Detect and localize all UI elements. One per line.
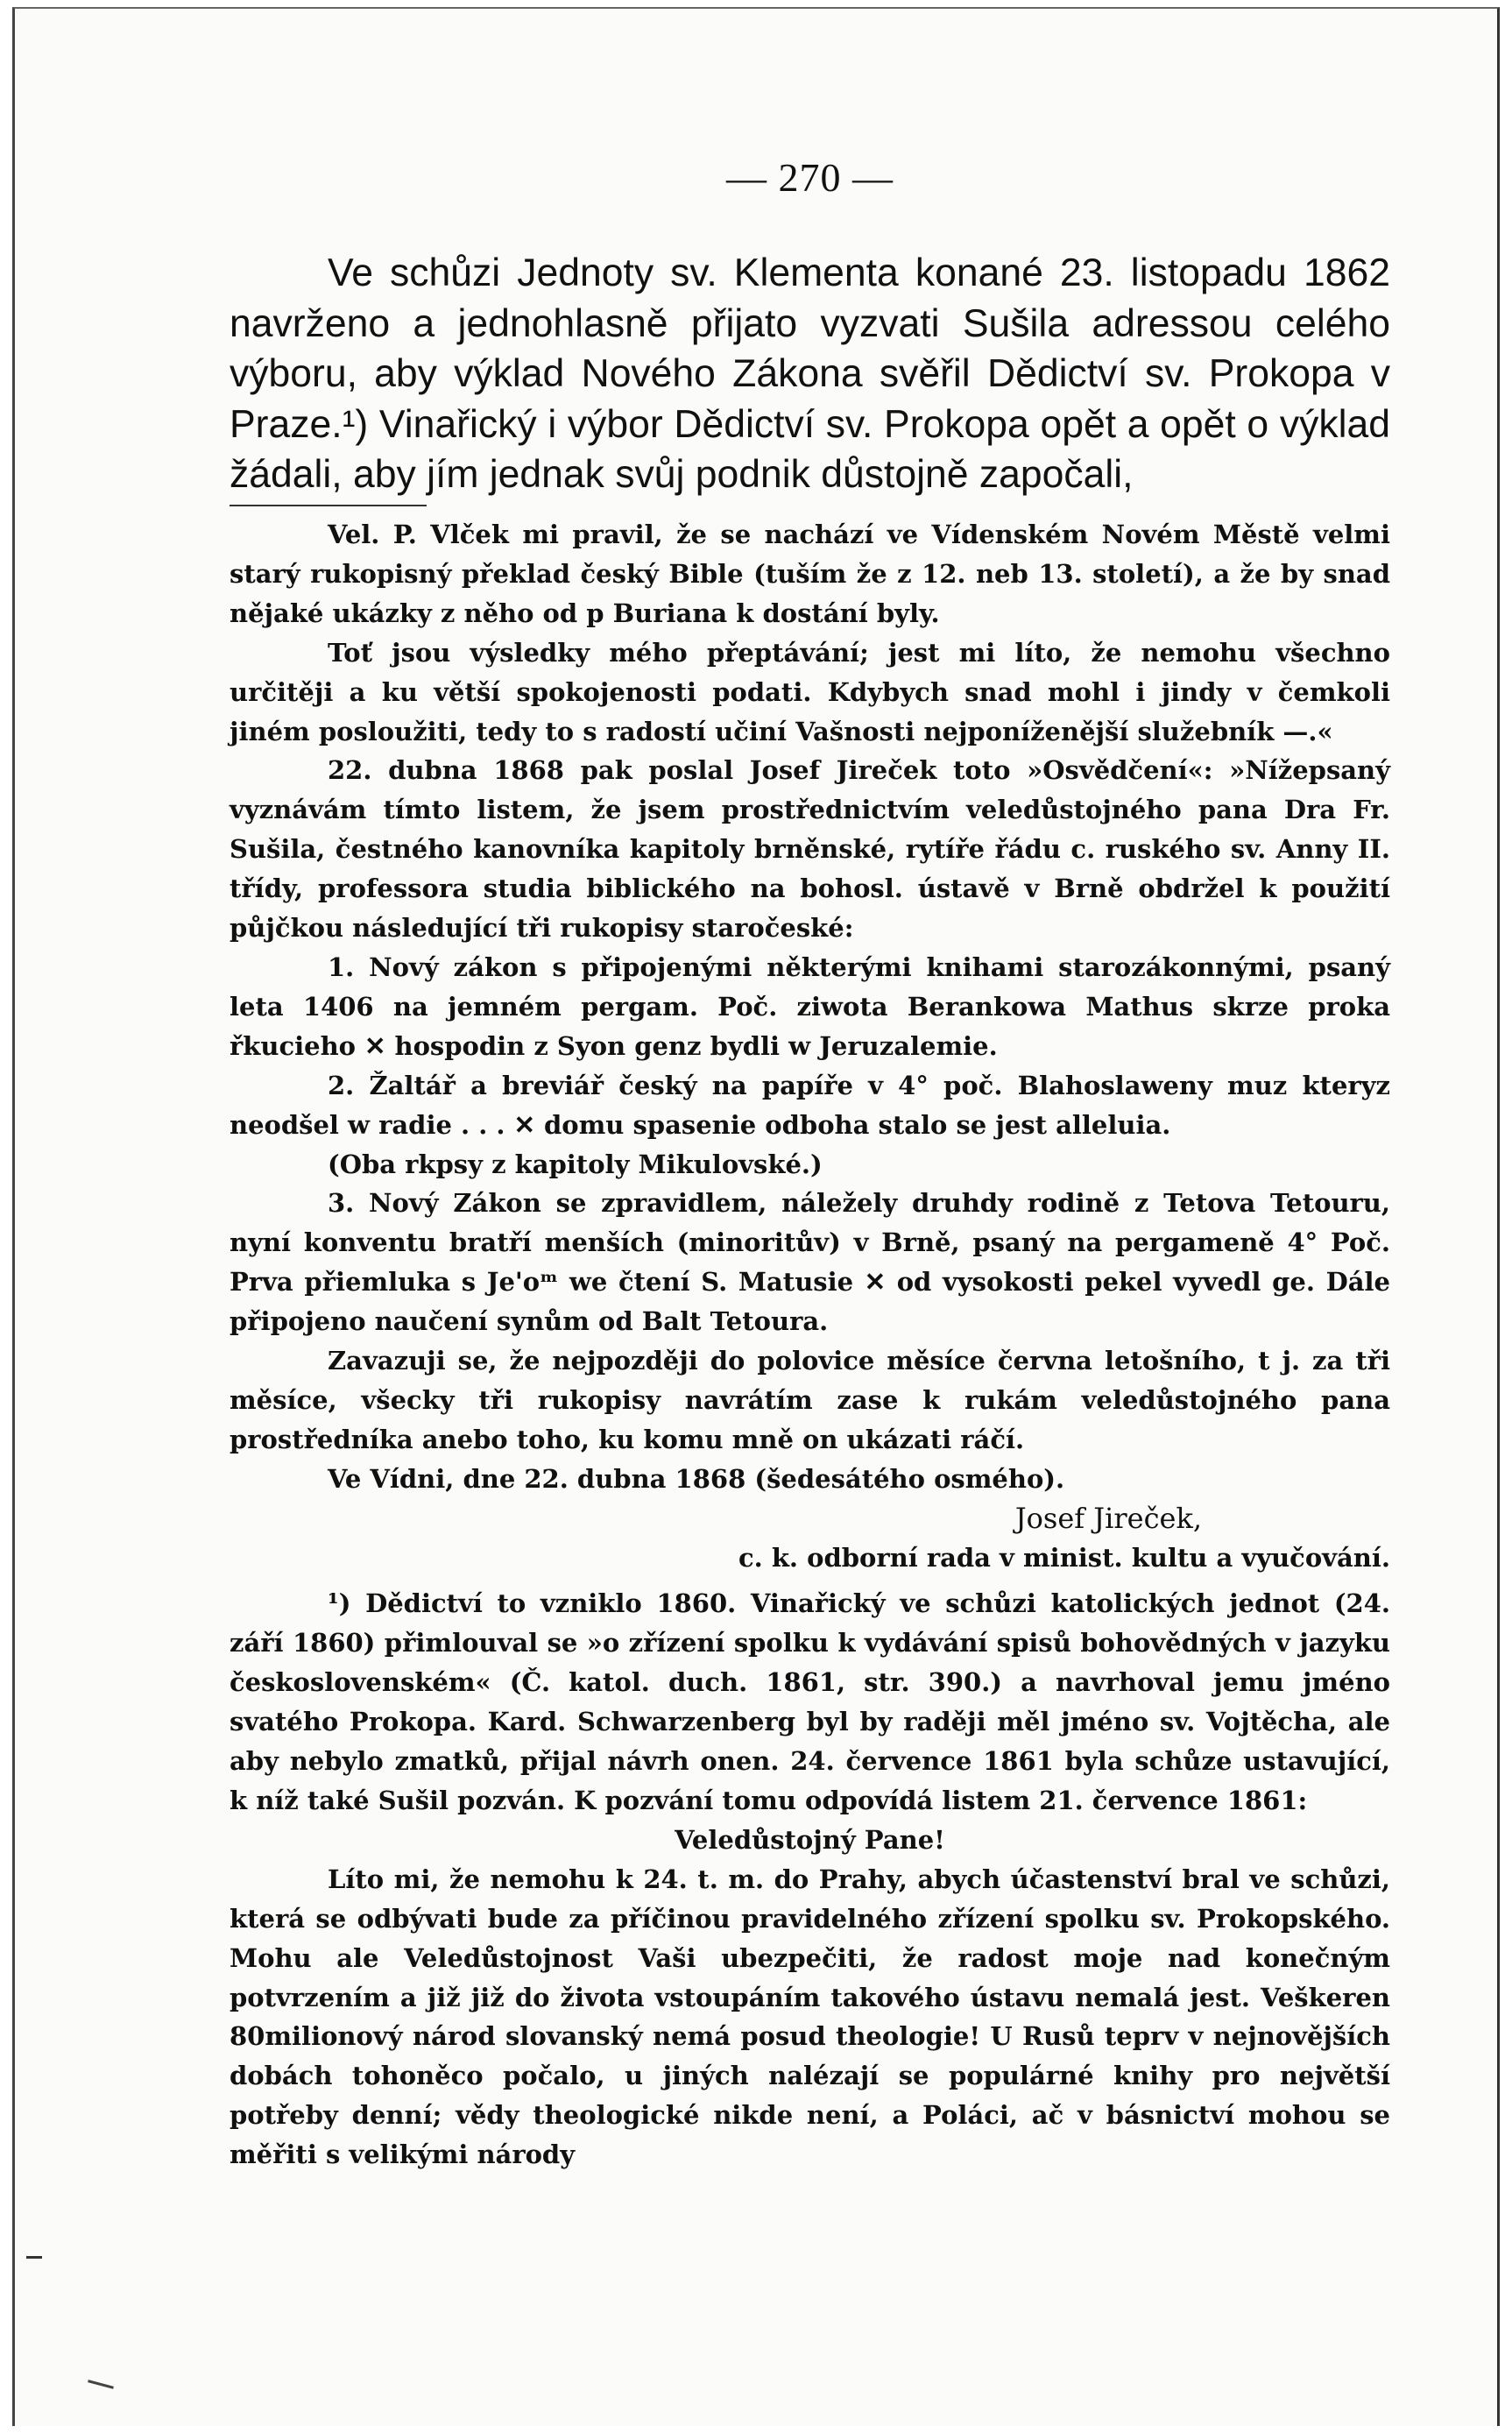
note-paragraph: Toť jsou výsledky mého přeptávání; jest mi líto, že nemohu všechno určitěji a ku větší spokojenosti podati. Kdybych snad mohl i jindy v čemkoli jiném posloužiti, tedy to s radostí učiní Vašnosti nejponíženější služebník —.« (230, 637, 1390, 746)
main-text (230, 248, 1390, 500)
footnote-block (230, 515, 1390, 2175)
note-paragraph: (Oba rkpsy z kapitoly Mikulovské.) (328, 1149, 823, 1179)
note-paragraph: Vel. P. Vlček mi pravil, že se nachází ve Vídenském Novém Městě velmi starý rukopisný překlad český Bible (tuším že z 12. neb 13. století), a že by snad nějaké ukázky z něho od p Buriana k dostání byly. (230, 520, 1390, 628)
scan-mark (26, 2256, 42, 2259)
signature: Josef Jireček, (1014, 1501, 1202, 1535)
note-paragraph: 1. Nový zákon s připojenými některými knihami starozákonnými, psaný leta 1406 na jemném pergam. Poč. ziwota Berankowa Mathus skrze proka řkucieho ✕ hospodin z Syon genz bydli w Jeruzalemie. (230, 951, 1390, 1061)
main-paragraph: Ve schůzi Jednoty sv. Klementa konané 23. listopadu 1862 navrženo a jednohlasně přijato vyzvati Sušila adressou celého výboru, aby výklad Nového Zákona svěřil Dědictví sv. Prokopa v Praze.¹) Vinařický i výbor Dědictví sv. Prokopa opět a opět o výklad žádali, aby jím jednak svůj podnik důstojně započali, (230, 251, 1390, 496)
note-paragraph: Zavazuji se, že nejpozději do polovice měsíce června letošního, t j. za tři měsíce, všecky tři rukopisy navrátím zase k rukám veledůstojného pana prostředníka anebo toho, ku komu mně on ukázati ráčí. (230, 1346, 1390, 1454)
signature-title: c. k. odborní rada v minist. kultu a vyučování. (738, 1542, 1390, 1573)
salutation: Veledůstojný Pane! (675, 1824, 945, 1855)
note-paragraph: 3. Nový Zákon se zpravidlem, náležely druhdy rodině z Tetova Tetouru, nyní konventu bratří menších (minoritův) v Brně, psaný na pergameně 4° Poč. Prva přiemluka s Je'oᵐ we čtení S. Matusie ✕ od vysokosti pekel vyvedl ge. Dále připojeno naučení synům od Balt Tetoura. (230, 1188, 1390, 1337)
note-paragraph: 2. Žaltář a breviář český na papíře v 4° poč. Blahoslaweny muz kteryz neodšel w radie . . . ✕ domu spasenie odboha stalo se jest alleluia. (230, 1070, 1390, 1140)
page-number: — 270 — (726, 155, 894, 200)
footnote-1: ¹) Dědictví to vzniklo 1860. Vinařický ve schůzi katolických jednot (24. září 1860) přimlouval se »o zřízení spolku k vydávání spisů bohovědných v jazyku československém« (Č. katol. duch. 1861, str. 390.) a navrhoval jemu jméno svatého Prokopa. Kard. Schwarzenberg byl by raději měl jméno sv. Vojtěcha, ale aby nebylo zmatků, přijal návrh onen. 24. července 1861 byla schůze ustavující, k níž také Sušil pozván. K pozvání tomu odpovídá listem 21. července 1861: (230, 1588, 1390, 1815)
note-paragraph: 22. dubna 1868 pak poslal Josef Jireček toto »Osvědčení«: »Nížepsaný vyznávám tímto listem, že jsem prostřednictvím veledůstojného pana Dra Fr. Sušila, čestného kanovníka kapitoly brněnské, rytíře řádu c. ruského sv. Anny II. třídy, professora studia biblického na bohosl. ústavě v Brně obdržel k použití půjčkou následující tři rukopisy staročeské: (230, 755, 1390, 944)
note-paragraph: Líto mi, že nemohu k 24. t. m. do Prahy, abych účastenství bral ve schůzi, která se odbývati bude za příčinou pravidelného zřízení spolku sv. Prokopského. Mohu ale Veledůstojnost Vaši ubezpečiti, že radost moje nad konečným potvrzením a již již do života vstoupáním takového ústavu nemalá jest. Veškeren 80milionový národ slovanský nemá posud theologie! U Rusů teprv v nejnovějších dobách tohoněco počalo, u jiných nalézají se populárné knihy pro největší potřeby denní; vědy theologické nikde není, a Poláci, ač v básnictví mohou se měřiti s velikými národy (230, 1864, 1390, 2170)
footnote-rule (230, 505, 427, 506)
note-paragraph: Ve Vídni, dne 22. dubna 1868 (šedesátého osmého). (328, 1463, 1065, 1494)
